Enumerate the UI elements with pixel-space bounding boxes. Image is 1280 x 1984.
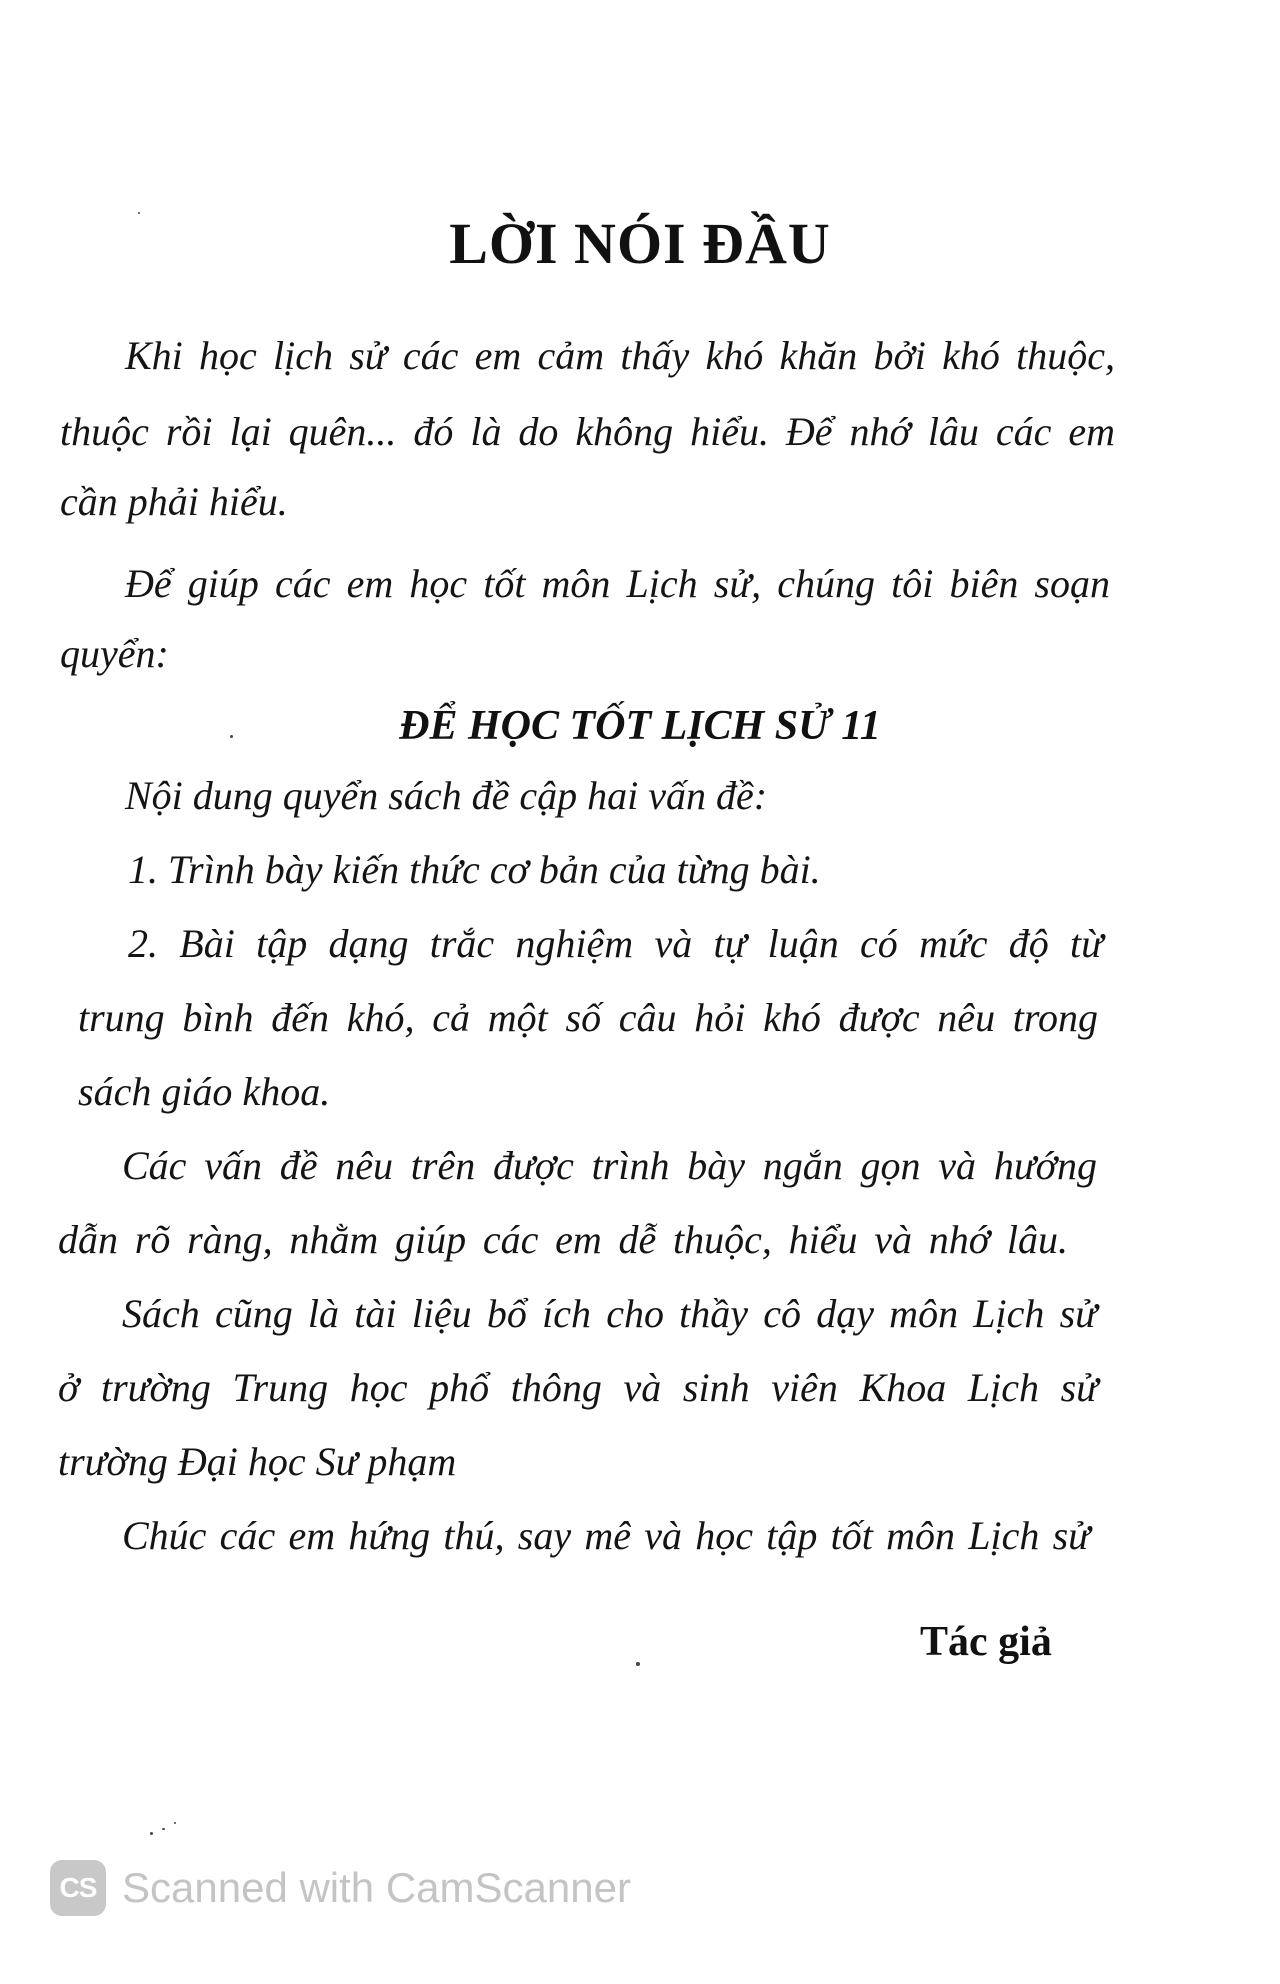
text-line: 2. Bài tập dạng trắc nghiệm và tự luận có mức độ từ: [128, 921, 1103, 966]
text-line: quyển:: [60, 631, 169, 676]
page-title: LỜI NÓI ĐẦU: [449, 211, 831, 276]
text-line: Khi học lịch sử các em cảm thấy khó khăn bởi khó thuộc,: [125, 333, 1115, 378]
watermark-text: Scanned with CamScanner: [122, 1864, 631, 1911]
scan-speck: [150, 1832, 153, 1835]
text-line: Các vấn đề nêu trên được trình bày ngắn gọn và hướng: [122, 1143, 1097, 1188]
camscanner-logo: CS: [50, 1860, 106, 1916]
text-line: thuộc rồi lại quên... đó là do không hiểu. Để nhớ lâu các em: [60, 409, 1115, 454]
author-signature: Tác giả: [920, 1619, 1052, 1665]
text-line: dẫn rõ ràng, nhằm giúp các em dễ thuộc, hiểu và nhớ lâu.: [58, 1217, 1068, 1262]
scan-speck: [230, 735, 233, 738]
scan-speck: [636, 1662, 640, 1666]
text-line: sách giáo khoa.: [78, 1069, 331, 1114]
text-line: ở trường Trung học phổ thông và sinh viên Khoa Lịch sử: [58, 1365, 1098, 1410]
text-line: Chúc các em hứng thú, say mê và học tập tốt môn Lịch sử: [122, 1513, 1090, 1558]
text-line: Sách cũng là tài liệu bổ ích cho thầy cô dạy môn Lịch sử: [122, 1291, 1097, 1336]
scan-speck: [138, 212, 140, 214]
scan-speck: [162, 1828, 165, 1830]
text-line: cần phải hiểu.: [60, 479, 288, 524]
scan-speck: [174, 1822, 176, 1824]
text-line: Nội dung quyển sách đề cập hai vấn đề:: [125, 773, 768, 818]
text-line: trung bình đến khó, cả một số câu hỏi khó được nêu trong: [78, 995, 1098, 1040]
text-line: Để giúp các em học tốt môn Lịch sử, chúng tôi biên soạn: [125, 561, 1110, 606]
camscanner-watermark: [50, 1858, 631, 1918]
book-title: ĐỂ HỌC TỐT LỊCH SỬ 11: [399, 703, 881, 749]
text-line: 1. Trình bày kiến thức cơ bản của từng bài.: [128, 847, 821, 892]
text-line: trường Đại học Sư phạm: [58, 1439, 457, 1484]
